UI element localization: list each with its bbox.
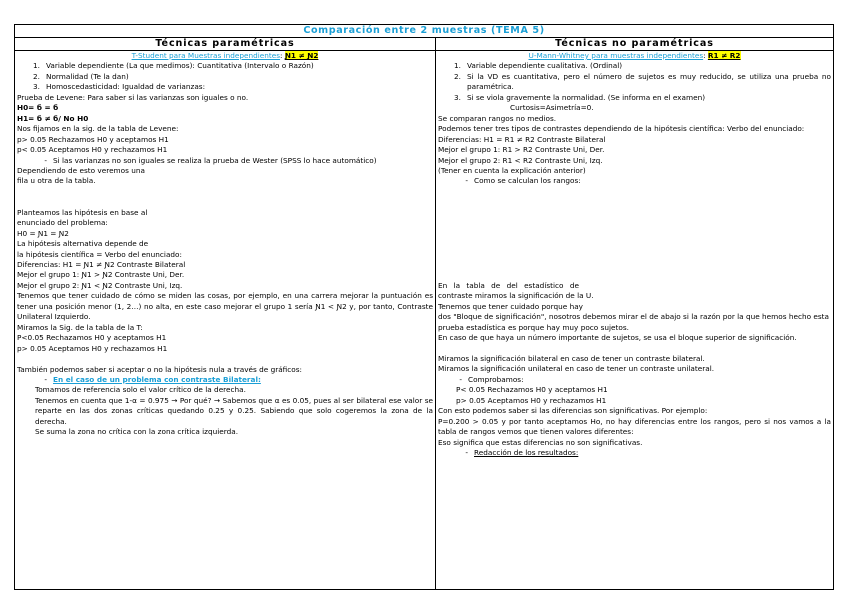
subtitle-hypothesis: Ɲ1 ≠ Ɲ2 [284, 51, 319, 60]
text-line: La hipótesis alternativa depende de [17, 239, 149, 249]
paragraph: En caso de que haya un número importante de sujetos, se usa el bloque superior de significación. [438, 333, 797, 343]
summary-table [14, 24, 834, 590]
list-text: Variable dependiente cualitativa. (Ordinal) [467, 61, 623, 71]
bullet-text: Comprobamos: [468, 374, 524, 384]
dash-icon: - [44, 155, 47, 165]
list-text: Normalidad (Te la dan) [46, 71, 129, 81]
u-mann-whitney-link[interactable]: U-Mann-Whitney para muestras independientes [528, 51, 704, 60]
text-line: Miramos la Sig. de la tabla de la T: [17, 322, 143, 332]
text-line: H0 = Ɲ1 = Ɲ2 [17, 228, 69, 238]
sub-text: Se suma la zona no crítica con la zona crítica izquierda. [35, 427, 239, 437]
text-line: Prueba de Levene: Para saber si las varianzas son iguales o no. [17, 92, 249, 102]
text-line: Con esto podemos saber si las diferencias son significativas. Por ejemplo: [438, 406, 708, 416]
bullet-text: Redacción de los resultados: [474, 448, 579, 458]
text-line: Diferencias: H1 = R1 ≠ R2 Contraste Bilateral [438, 134, 606, 144]
dash-icon: - [459, 374, 462, 384]
text-line: Miramos la significación bilateral en caso de tener un contraste bilateral. [438, 353, 705, 363]
text-line: Mejor el grupo 2: R1 < R2 Contraste Uni, Izq. [438, 155, 603, 165]
sub-text: p> 0.05 Aceptamos H0 y rechazamos H1 [456, 395, 607, 405]
list-number: 2. [33, 71, 40, 81]
text-line: Diferencias: H1 = Ɲ1 ≠ Ɲ2 Contraste Bilateral [17, 260, 186, 270]
text-line: En la tabla de del estadístico de [438, 280, 579, 290]
list-item [438, 72, 831, 93]
text-line: enunciado del problema: [17, 218, 108, 228]
bullet-text: En el caso de un problema con contraste Bilateral: [53, 375, 261, 384]
bullet-item [438, 176, 831, 186]
sub-text: P< 0.05 Rechazamos H0 y aceptamos H1 [456, 385, 608, 395]
list-text: Si la VD es cuantitativa, pero el número de sujetos es muy reducido, se utiliza una prueba no paramétrica. [467, 71, 831, 92]
list-item [17, 82, 433, 92]
text-line: H1= б ≠ б/ No H0 [17, 113, 89, 123]
sub-text: Curtosis=Asimetría=0. [510, 103, 594, 113]
bullet-item [17, 156, 433, 166]
text-line: Eso significa que estas diferencias no son significativas. [438, 437, 643, 447]
bullet-item [438, 375, 831, 385]
text-line: Mejor el grupo 1: Ɲ1 > Ɲ2 Contraste Uni, Der. [17, 270, 185, 280]
nonparametric-subtitle [438, 51, 831, 61]
text-line: Miramos la significación unilateral en caso de tener un contraste unilateral. [438, 364, 715, 374]
paragraph: Tenemos que tener cuidado de cómo se miden las cosas, por ejemplo, en una carrera mejorar la puntuación es tener una posición menor (1, 2…) no alta, en este caso mejorar el grupo 1 sería Ɲ1 < Ɲ2 y, por tanto, Contraste Unilateral Izquierdo. [17, 291, 433, 322]
text-line: Se comparan rangos no medios. [438, 113, 557, 123]
subtitle-colon: : [703, 51, 708, 60]
list-item [438, 61, 831, 71]
sub-text: Tenemos en cuenta que 1-α = 0.975 → Por qué? → Sabemos que α es 0.05, pues al ser bilateral ese valor se reparte en las dos zonas críticas quedando 0.25 y 0.25. Sabiendo que solo cogeremos la zona de la derecha. [35, 395, 433, 426]
text-line: Dependiendo de esto veremos una [17, 165, 145, 175]
text-line: la hipótesis científica = Verbo del enunciado: [17, 249, 182, 259]
bullet-text: Si las varianzas no son iguales se realiza la prueba de Wester (SPSS lo hace automático) [53, 155, 377, 165]
dash-icon: - [44, 375, 47, 384]
text-line: Mejor el grupo 2: Ɲ1 < Ɲ2 Contraste Uni, Izq. [17, 280, 183, 290]
list-text: Si se viola gravemente la normalidad. (Se informa en el examen) [467, 92, 706, 102]
list-number: 1. [33, 61, 40, 71]
paragraph: dos "Bloque de significación", nosotros debemos mirar el de abajo si la razón por la que hemos hecho esta prueba estadística es porque hay muy poco sujetos. [438, 312, 829, 332]
document-title: Comparación entre 2 muestras (TEMA 5) [15, 25, 834, 38]
text-line: Planteamos las hipótesis en base al [17, 207, 148, 217]
list-text: Variable dependiente (La que medimos): Cuantitativa (Intervalo o Razón) [46, 61, 314, 71]
subtitle-colon: : [280, 51, 285, 60]
list-number: 3. [33, 82, 40, 92]
list-item [17, 72, 433, 82]
text-line: contraste miramos la significación de la U. [438, 291, 594, 301]
text-line: p> 0.05 Rechazamos H0 y aceptamos H1 [17, 134, 169, 144]
text-line: (Tener en cuenta la explicación anterior) [438, 165, 586, 175]
text-line: Podemos tener tres tipos de contrastes dependiendo de la hipótesis científica: Verbo del enunciado: [438, 124, 805, 134]
text-line: Tenemos que tener cuidado porque hay [438, 301, 583, 311]
bullet-item [17, 375, 433, 385]
subtitle-hypothesis: R1 ≠ R2 [707, 51, 741, 60]
bullet-text: Como se calculan los rangos: [474, 176, 581, 186]
nonparametric-heading: Técnicas no paramétricas [436, 38, 834, 51]
bullet-item [438, 448, 831, 458]
text-line: p> 0.05 Aceptamos H0 y rechazamos H1 [17, 343, 168, 353]
text-line: H0= б = б [17, 103, 59, 113]
list-item [438, 93, 831, 103]
parametric-subtitle [17, 51, 433, 61]
dash-icon: - [465, 448, 468, 458]
text-line: P<0.05 Rechazamos H0 y aceptamos H1 [17, 333, 167, 343]
list-number: 3. [454, 92, 461, 102]
paragraph: P=0.200 > 0.05 y por tanto aceptamos Ho, no hay diferencias entre los rangos, pero si nos vamos a la tabla de rangos vemos que tienen valores diferentes: [438, 416, 831, 437]
text-line: p< 0.05 Aceptamos H0 y rechazamos H1 [17, 145, 168, 155]
nonparametric-column [436, 51, 834, 590]
parametric-heading: Técnicas paramétricas [15, 38, 436, 51]
text-line: También podemos saber si aceptar o no la hipótesis nula a través de gráficos: [17, 364, 303, 374]
list-number: 2. [454, 71, 461, 81]
list-text: Homoscedasticidad: Igualdad de varianzas: [46, 82, 206, 92]
list-item [17, 61, 433, 71]
dash-icon: - [465, 176, 468, 186]
parametric-column [15, 51, 436, 590]
t-student-link[interactable]: T-Student para Muestras independientes [131, 51, 281, 60]
text-line: Nos fijamos en la sig. de la tabla de Levene: [17, 124, 179, 134]
text-line: fila u otra de la tabla. [17, 176, 96, 186]
text-line: Mejor el grupo 1: R1 > R2 Contraste Uni, Der. [438, 145, 605, 155]
sub-text: Tomamos de referencia solo el valor crítico de la derecha. [35, 385, 246, 395]
list-number: 1. [454, 61, 461, 71]
